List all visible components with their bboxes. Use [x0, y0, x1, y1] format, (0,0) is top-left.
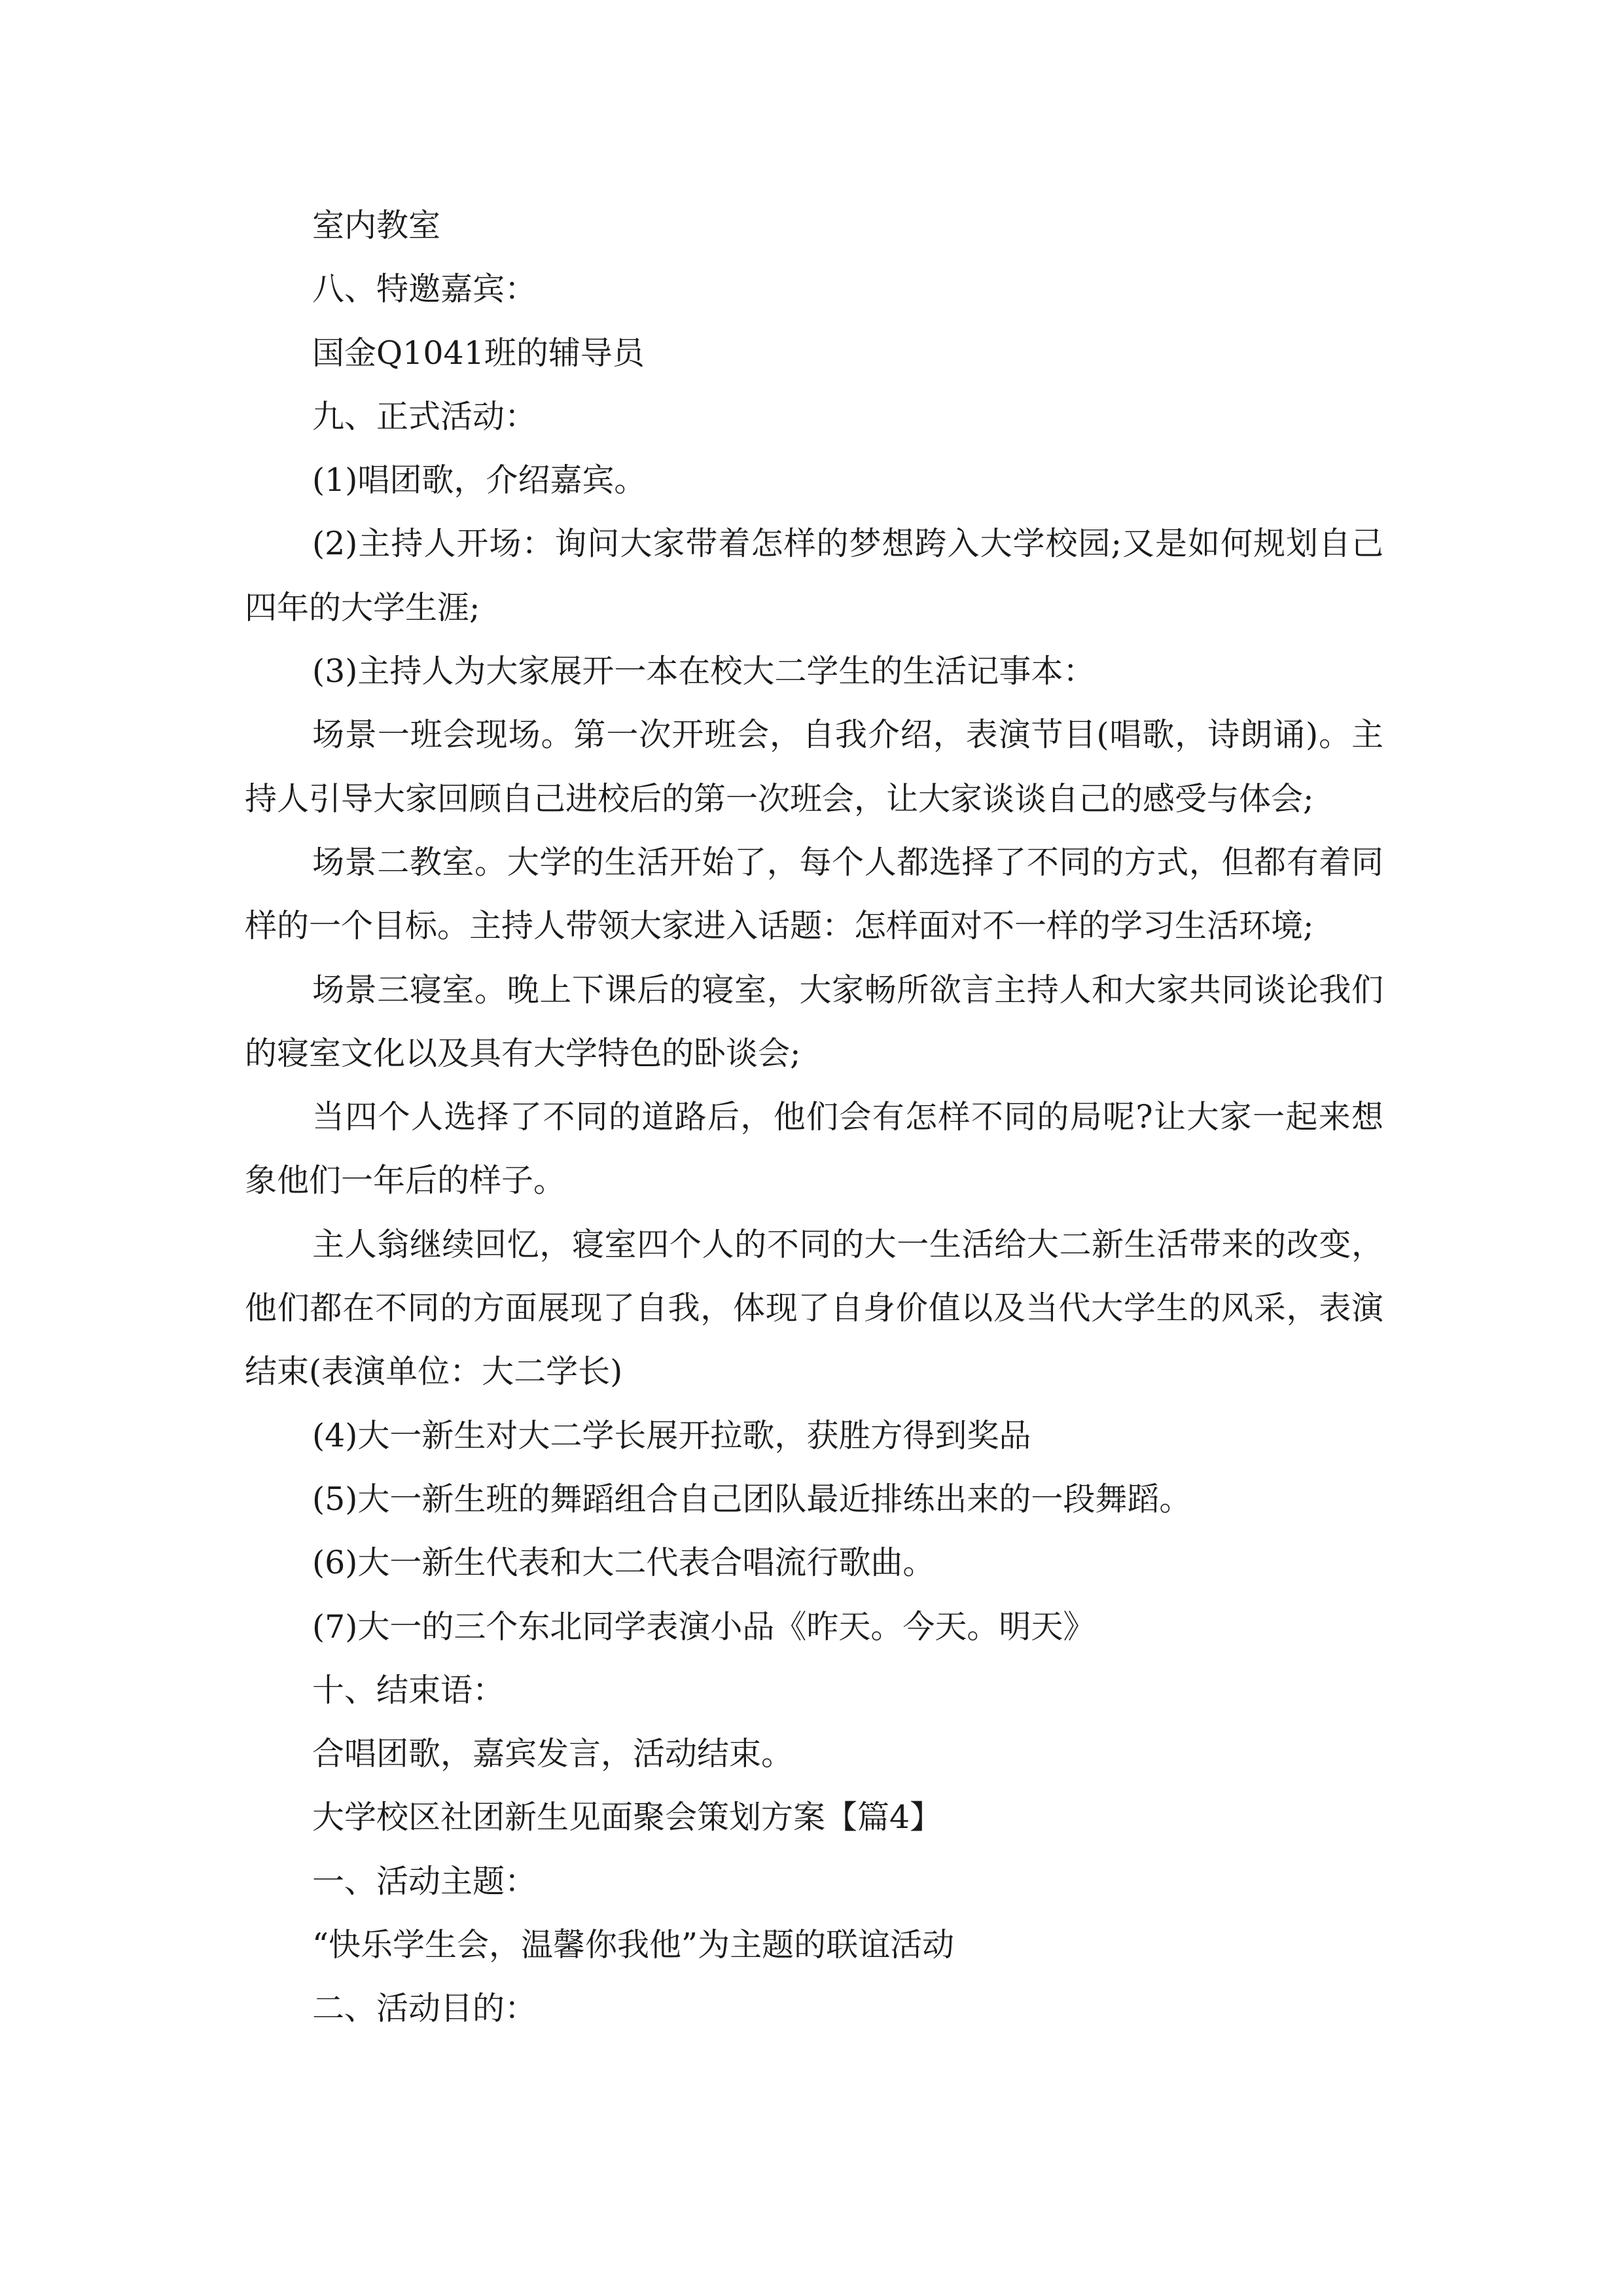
- paragraph-scene-3: 场景三寝室。晚上下课后的寝室，大家畅所欲言主持人和大家共同谈论我们的寝室文化以及具有大学特色的卧谈会;: [245, 971, 1383, 1072]
- paragraph-four-people: 当四个人选择了不同的道路后，他们会有怎样不同的局呢?让大家一起来想象他们一年后的样子。: [245, 1098, 1383, 1200]
- document-body: [245, 194, 1383, 2041]
- section-title-part-4: 大学校区社团新生见面聚会策划方案【篇4】: [312, 1799, 942, 1837]
- paragraph-theme: “快乐学生会，温馨你我他”为主题的联谊活动: [312, 1926, 955, 1964]
- list-item-3: (3)主持人为大家展开一本在校大二学生的生活记事本：: [312, 653, 1096, 691]
- paragraph-closing: 合唱团歌，嘉宾发言，活动结束。: [312, 1735, 794, 1773]
- list-item-7: (7)大一的三个东北同学表演小品《昨天。今天。明天》: [312, 1607, 1096, 1645]
- heading-activity-purpose: 二、活动目的：: [312, 1990, 537, 2028]
- paragraph-scene-2: 场景二教室。大学的生活开始了，每个人都选择了不同的方式，但都有着同样的一个目标。主持人带领大家进入话题：怎样面对不一样的学习生活环境;: [245, 843, 1383, 945]
- list-item-2: (2)主持人开场：询问大家带着怎样的梦想跨入大学校园;又是如何规划自己四年的大学生涯;: [245, 525, 1383, 626]
- heading-activity-theme: 一、活动主题：: [312, 1862, 537, 1900]
- paragraph-venue: 室内教室: [312, 207, 441, 244]
- paragraph-scene-1: 场景一班会现场。第一次开班会，自我介绍，表演节目(唱歌，诗朗诵)。主持人引导大家回顾自己进校后的第一次班会，让大家谈谈自己的感受与体会;: [245, 716, 1383, 817]
- list-item-1: (1)唱团歌，介绍嘉宾。: [312, 461, 647, 499]
- heading-formal-activities: 九、正式活动：: [312, 397, 537, 435]
- paragraph-recall: 主人翁继续回忆，寝室四个人的不同的大一生活给大二新生活带来的改变，他们都在不同的方面展现了自我，体现了自身价值以及当代大学生的风采，表演结束(表演单位：大二学长): [245, 1225, 1383, 1391]
- paragraph-guest: 国金Q1041班的辅导员: [312, 334, 645, 372]
- list-item-6: (6)大一新生代表和大二代表合唱流行歌曲。: [312, 1544, 935, 1582]
- heading-closing: 十、结束语：: [312, 1671, 505, 1709]
- list-item-5: (5)大一新生班的舞蹈组合自己团队最近排练出来的一段舞蹈。: [312, 1480, 1192, 1518]
- heading-special-guests: 八、特邀嘉宾：: [312, 270, 537, 308]
- list-item-4: (4)大一新生对大二学长展开拉歌，获胜方得到奖品: [312, 1416, 1031, 1454]
